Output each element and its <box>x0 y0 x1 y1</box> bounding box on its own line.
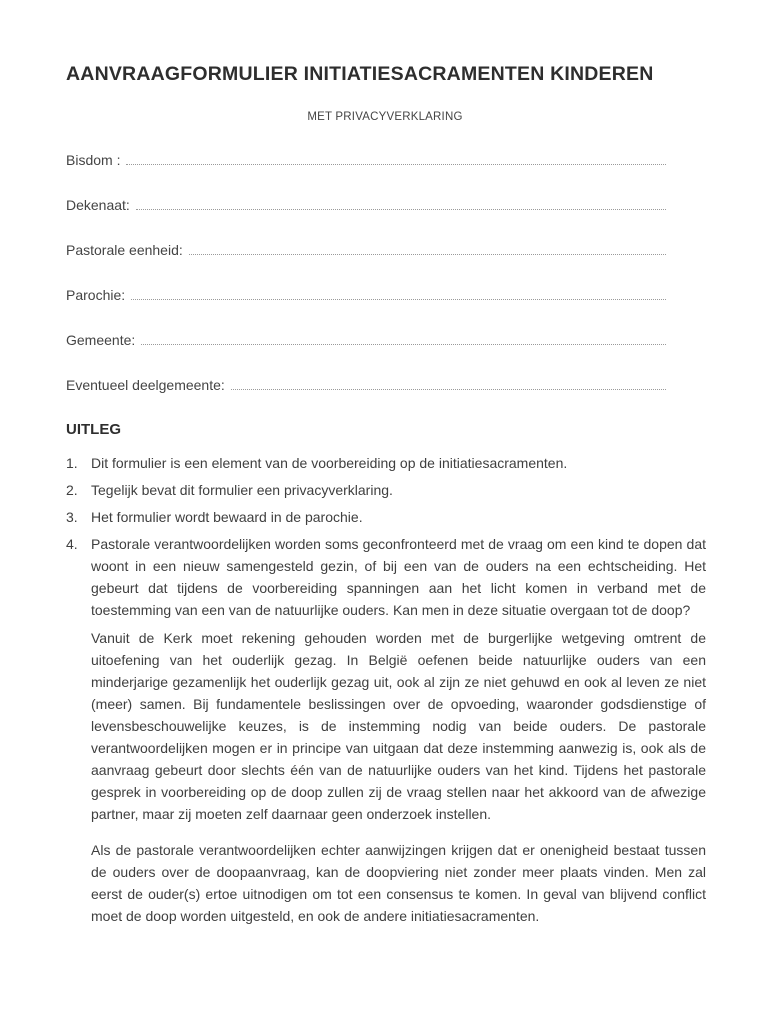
list-item <box>66 479 706 501</box>
fill-in-line[interactable] <box>141 343 666 345</box>
paragraph: Vanuit de Kerk moet rekening gehouden worden met de burgerlijke wetgeving omtrent de uitoefening van het ouderlijk gezag. In België oefenen beide natuurlijke ouders van een minderjarige gezamenlijk het ouderlijk gezag uit, ook al zijn ze niet gehuwd en ook al leven ze niet (meer) samen. Bij fundamentele beslissingen over de opvoeding, waaronder godsdienstige of levensbeschouwelijke keuzes, is de instemming nodig van beide ouders. De pastorale verantwoordelijken mogen er in principe van uitgaan dat deze instemming aanwezig is, ook als de aanvraag gebeurt door slechts één van de natuurlijke ouders van het kind. Tijdens het pastorale gesprek in voorbereiding op de doop zullen zij de vraag stellen naar het akkoord van de afwezige partner, maar zij moeten zelf daarnaar geen onderzoek instellen. <box>91 630 706 822</box>
field-pastorale-eenheid[interactable] <box>66 238 666 258</box>
list-item <box>66 452 706 474</box>
field-label: Gemeente: <box>66 332 136 348</box>
item-number: 3. <box>66 509 78 525</box>
field-label: Bisdom : <box>66 152 121 168</box>
item-number: 1. <box>66 455 78 471</box>
field-label: Pastorale eenheid: <box>66 242 183 258</box>
item-number: 2. <box>66 482 78 498</box>
field-label: Dekenaat: <box>66 197 130 213</box>
field-parochie[interactable] <box>66 283 666 303</box>
fill-in-line[interactable] <box>136 208 666 210</box>
item-text: Pastorale verantwoordelijken worden soms geconfronteerd met de vraag om een kind te dopen dat woont in een nieuw samengesteld gezin, of bij een van de ouders na een echtscheiding. Het gebeurt dat tijdens de voorbereiding spanningen aan het licht komen in verband met de toestemming van een van de natuurlijke ouders. Kan men in deze situatie overgaan tot de doop? <box>91 536 706 618</box>
fill-in-line[interactable] <box>126 163 666 165</box>
explanation-list <box>66 452 706 941</box>
field-label: Parochie: <box>66 287 126 303</box>
field-deelgemeente[interactable] <box>66 373 666 393</box>
item-number: 4. <box>66 536 78 552</box>
item-text: Tegelijk bevat dit formulier een privacyverklaring. <box>91 482 393 498</box>
form-title: AANVRAAGFORMULIER INITIATIESACRAMENTEN KINDEREN <box>66 63 654 85</box>
fill-in-line[interactable] <box>131 298 666 300</box>
field-bisdom[interactable] <box>66 148 666 168</box>
fill-in-line[interactable] <box>189 253 666 255</box>
field-dekenaat[interactable] <box>66 193 666 213</box>
fill-in-line[interactable] <box>231 388 666 390</box>
item-text: Het formulier wordt bewaard in de parochie. <box>91 509 363 525</box>
field-gemeente[interactable] <box>66 328 666 348</box>
form-subtitle: MET PRIVACYVERKLARING <box>307 111 463 123</box>
list-item <box>66 506 706 528</box>
item-text: Dit formulier is een element van de voorbereiding op de initiatiesacramenten. <box>91 455 568 471</box>
list-item <box>66 533 706 621</box>
field-label: Eventueel deelgemeente: <box>66 377 225 393</box>
section-heading: UITLEG <box>66 421 121 438</box>
paragraph: Als de pastorale verantwoordelijken echter aanwijzingen krijgen dat er onenigheid bestaat tussen de ouders over de doopaanvraag, kan de doopviering niet zonder meer plaats vinden. Men zal eerst de ouder(s) ertoe uitnodigen om tot een consensus te komen. In geval van blijvend conflict moet de doop worden uitgesteld, en ook de andere initiatiesacramenten. <box>91 842 706 924</box>
